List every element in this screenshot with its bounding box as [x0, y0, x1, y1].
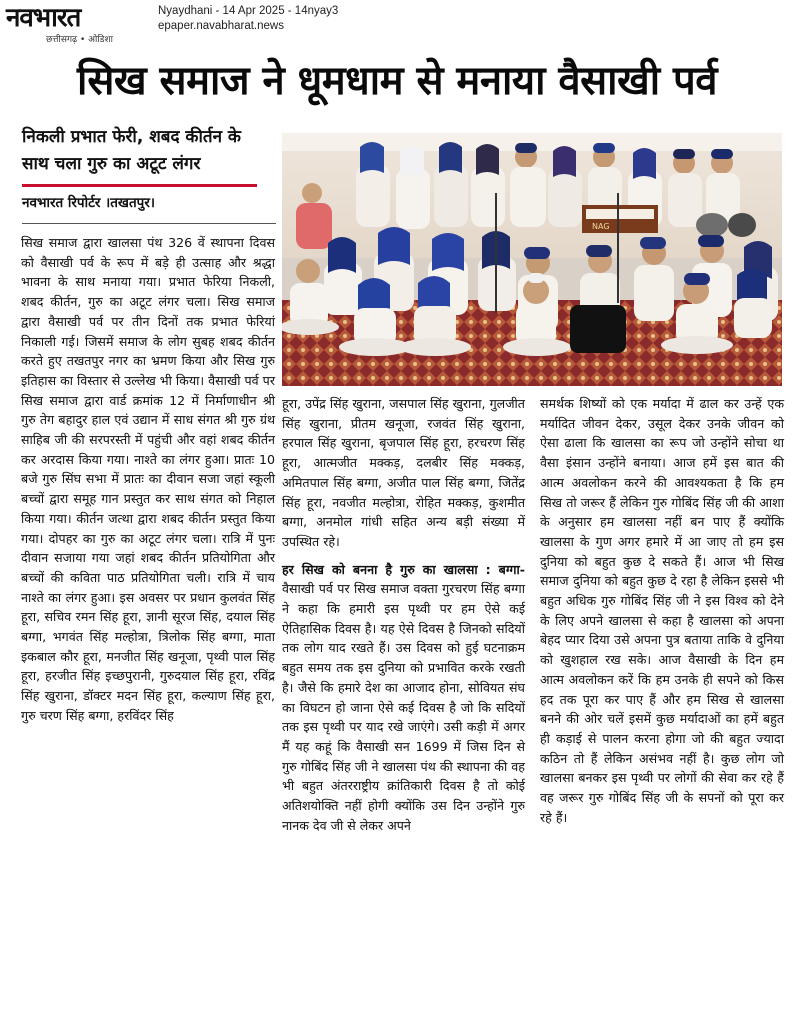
- article-photo[interactable]: [282, 133, 782, 386]
- article-column-2: [282, 394, 525, 835]
- article-headline: सिख समाज ने धूमधाम से मनाया वैसाखी पर्व: [77, 58, 717, 104]
- body-paragraph: सिख समाज द्वारा खालसा पंथ 326 वें स्थापना दिवस को वैसाखी पर्व के रूप में बड़े ही उत्साह और श्रद्धा भावना के साथ मनाया गया। प्रभात फेरिया निकली, शबद कीर्तन, गुरु का अटूट लंगर चला। सिख समाज द्वारा वैसाखी पर्व पर तीन दिनों तक प्रभात फेरियां निकाली गई। जिसमें समाज के लोग सुबह शबद कीर्तन करते हुए तखतपुर नगर का भ्रमण किया और सिख गुरु इतिहास का विस्तार से उल्लेख भी किया। वैसाखी पर्व पर सिख समाज द्वारा वार्ड क्रमांक 12 में निर्माणाधीन श्री गुरु तेग बहादुर हाल एवं उद्यान में साध संगत श्री गुरु ग्रंथ साहिब जी की सरपरस्ती में पहुंची और वहां शबद कीर्तन कर अरदास किया गया। नाश्ते का लंगर हुआ। प्रातः 10 बजे गुरु सिंघ सभा में प्रातः का दीवान सजा जहां स्कूली बच्चों द्वारा समूह गान प्रस्तुत कर साथ संगत को निहाल किया गया। कीर्तन जत्था द्वारा शबद कीर्तन प्रस्तुत किया गया। दोपहर का गुरु का अटूट लंगर चला। रात्रि में पुनः दीवान सजाया गया जहां शबद कीर्तन प्रतियोगिता और बच्चों की कविता पाठ प्रतियोगिता चली। रात्रि में चाय नाश्ते का लंगर हुआ। इस अवसर पर प्रधान कुलवंत सिंह हूरा, सचिव रमन सिंह हूरा, ज्ञानी सूरज सिंह, दयाल सिंह बग्गा, भगवंत सिंह मल्होत्रा, त्रिलोक सिंह बग्गा, माता इकबाल कौर हूरा, मनजीत सिंह खनूजा, पृथ्वी पाल सिंह हूरा, हरजीत सिंह इच्छपुरानी, गुरुदयाल सिंह हूरा, रविंद्र सिंह खुराना, डॉक्टर मदन सिंह हूरा, कल्याण सिंह हूरा, गुरु चरण सिंह बग्गा, हरविंदर सिंह: [21, 235, 275, 723]
- logo-wordmark: नवभारत: [6, 3, 81, 33]
- subheading: हर सिख को बनना है गुरु का खालसा : बग्गा-: [282, 561, 525, 577]
- harmonium-label: NAG: [592, 222, 610, 231]
- article-deck: निकली प्रभात फेरी, शबद कीर्तन के साथ चला गुरु का अटूट लंगर: [22, 127, 241, 174]
- body-paragraph: समर्थक शिष्यों को एक मर्यादा में ढाल कर उन्हें एक मर्यादित जीवन देकर, उसूल देकर उनके जीवन को ऐसा ढाला कि खालसा का रूप जो उन्होंने सोचा था वैसा इंसान उन्होंने बनाया। आज हमें इस बात की आत्म अवलोकन करने की आवश्यकता है कि हम सिख तो जरूर हैं लेकिन गुरु गोबिंद सिंह जी की आशा के अनुसार हम खालसा नहीं बन पाए हैं क्योंकि खालसा के गुण अगर हमारे में आ जाए तो हम इस दुनिया को बहुत कुछ दे सकते हैं। आज भी सिख समाज दुनिया को बहुत कुछ दे रहा है लेकिन इससे भी बहुत अधिक गुरु गोबिंद सिंह जी ने इस विश्व को देने के लिए अपने खालसा से कहा है खालसा को अपना बेहद प्यार दिया उसे अपना पुत्र बताया ताकि वे दुनिया को खुशहाल रख सके। आज वैसाखी के दिन हम आत्म अवलोकन करें कि हम उनके ही सपने को किस हद तक पूरा कर पाए हैं और हम सिख से खालसा बनने की ओर चलें इसमें कुछ मर्यादाओं का हमें बहुत ही कड़ाई से पालन करना होगा जो की बहुत ज्यादा कठिन तो हैं लेकिन असंभव नहीं है। कुछ लोग जो खालसा बनकर इस पृथ्वी पर लोगों की सेवा कर रहे हैं वह जरूर गुरु गोबिंद सिंह जी के सपनों को पूरा कर रहे हैं।: [540, 396, 784, 825]
- photo-illustration: [282, 133, 782, 386]
- deck-divider: [22, 184, 257, 187]
- masthead: [0, 0, 794, 48]
- website-link[interactable]: epaper.navabharat.news: [158, 20, 284, 32]
- newspaper-logo[interactable]: [6, 4, 146, 44]
- byline-divider: [22, 223, 276, 224]
- article-byline: नवभारत रिपोर्टर ।तखतपुर।: [22, 195, 155, 211]
- article-column-3: [540, 394, 784, 827]
- edition-meta: [158, 4, 338, 34]
- article-column-1: [21, 233, 275, 726]
- edition-date-line: Nyaydhani - 14 Apr 2025 - 14nyay3: [158, 5, 339, 17]
- logo-edition: छत्तीसगढ़ • ओडिशा: [46, 35, 113, 45]
- body-paragraph: हूरा, उपेंद्र सिंह खुराना, जसपाल सिंह खुराना, गुलजीत सिंह खुराना, प्रीतम खनूजा, रजवंत सिंह खुराना, हरपाल सिंह खुराना, बृजपाल सिंह हूरा, हरचरण सिंह हूरा, आत्मजीत मक्कड़, दलबीर सिंह मक्कड़, अमितपाल सिंह बग्गा, अजीत पाल सिंह बग्गा, जितेंद्र सिंह हूरा, नवजीत मल्होत्रा, रोहित मक्कड़, कुशमीत बग्गा, अनमोल गांधी सहित अन्य बड़ी संख्या में उपस्थित रहे।: [282, 396, 525, 549]
- subheading-body: वैसाखी पर्व पर सिख समाज वक्ता गुरचरण सिंह बग्गा ने कहा कि हमारी इस पृथ्वी पर हम ऐसे कई ऐतिहासिक दिवस है। यह ऐसे दिवस है जिनको सदियों तक लोग याद रखते हैं। उस दिवस को हुई घटनाक्रम बहुत समय तक इस दुनिया को प्रभावित करके रखती है। जैसे कि हमारे देश का आजाद होना, सोवियत संघ का विघटन हो जाना ऐसे कई दिवस है जो कि सदियों तक इस पृथ्वी पर याद रखे जाएंगे। उसी कड़ी में अगर मैं यह कहूं कि वैसाखी सन 1699 में जिस दिन से गुरु गोबिंद सिंह जी ने खालसा पंथ की स्थापना की वह भी बहुत अंतरराष्ट्रीय क्रांतिकारी दिवस है तो कोई अतिशयोक्ति नहीं होगी क्योंकि उस दिन उन्होंने गुरु नानक देव जी से लेकर अपने: [282, 581, 525, 833]
- body-paragraph: [282, 560, 525, 836]
